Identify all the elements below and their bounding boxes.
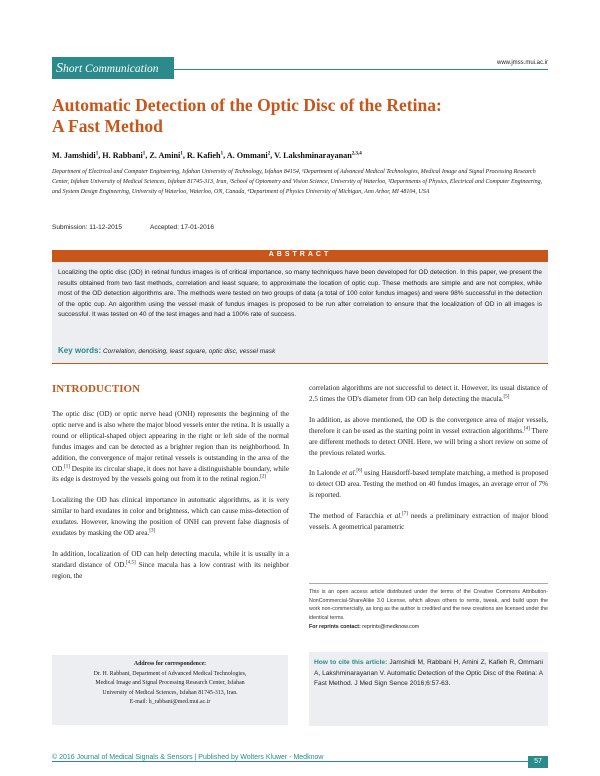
paper-title [52, 95, 532, 137]
reprints-label: For reprints contact: [309, 624, 361, 630]
license-notice: This is an open access article distributed under the terms of the Creative Commons Attribution-NonCommercial-ShareAlike 3.0 License, which allows others to remix, tweak, and build upon the work non-commercially, as long as the author is credited and the new creations are licensed under the identical terms. [309, 589, 548, 621]
keywords-text: Correlation, denoising, least square, optic disc, vessel mask [102, 348, 276, 355]
intro-paragraph-6: In Lalonde et al.[6] using Hausdorff-based template matching, a method is proposed to detect OD area. Testing the method on 40 fundus images, an average error of 7% is reported. [309, 469, 549, 500]
header-rule [174, 69, 548, 70]
keywords [58, 346, 275, 355]
citation[interactable]: [2] [260, 475, 267, 481]
correspondence-line: Dr. H. Rabbani, Department of Advanced Medical Technologies, [93, 670, 247, 677]
correspondence-line: Medical Image and Signal Processing Research Center, Isfahan [95, 680, 245, 686]
correspondence-line: University of Medical Sciences, Isfahan 81745-313, Iran. [102, 689, 238, 696]
footer-text: © 2016 Journal of Medical Signals & Sensors | Published by Wolters Kluwer - Medknow [52, 754, 327, 761]
citation[interactable]: [6] [356, 469, 363, 475]
author-list [52, 151, 552, 160]
accepted-date: Accepted: 17-01-2016 [149, 224, 214, 231]
submission-dates [52, 224, 214, 231]
license-rule [309, 583, 548, 584]
intro-paragraph-3: In addition, localization of OD can help detecting macula, while it is usually in a standard distance of OD.[4,5] Since macula has a low contrast with its neighbor region, the [52, 549, 289, 580]
intro-paragraph-4: correlation algorithms are not successful to detect it. However, its usual distance of 2.5 times the OD's diameter from OD can help detecting the macula.[5] [309, 384, 548, 403]
citation[interactable]: [1] [64, 464, 70, 470]
cite-body: Jamshidi M, Rabbani H, Amini Z, Kafieh R, Ommani A, Lakshminarayanan V. Automatic Detection of the Optic Disc of the Retina: A Fast Method. J Med Sign Sence 2016;6:57-63. [314, 659, 543, 687]
section-type-label [56, 61, 159, 77]
introduction-heading: INTRODUCTION [52, 383, 141, 395]
correspondence-text [56, 660, 284, 708]
right-column [309, 383, 548, 543]
reprints-contact [309, 624, 419, 630]
author: H. Rabbani$^1$, [102, 151, 150, 160]
intro-paragraph-7: The method of Faracchia et al.[7] needs a preliminary extraction of major blood vessels. A geometrical parametric [309, 511, 548, 532]
correspondence-title: Address for correspondence: [133, 661, 207, 667]
citation[interactable]: [5] [503, 394, 510, 400]
author: A. Ommani$^2$, [226, 151, 275, 160]
intro-paragraph-5: In addition, as above mentioned, the OD is the convergence area of major vessels, therefore it can be used as the starting point in vessel extraction algorithms.[4] There are different methods to detect ONH. Here, we will bring a short review on some of the previous related works. [309, 415, 548, 457]
author: R. Kafieh$^1$, [186, 151, 227, 160]
keywords-label: Key words: [58, 346, 102, 355]
author: M. Jamshidi$^1$, [52, 151, 103, 160]
citation[interactable]: [7] [402, 511, 408, 517]
citation[interactable]: [3] [149, 528, 156, 534]
cite-label: How to cite this article: [314, 659, 388, 666]
title-line-2: A Fast Method [52, 116, 163, 136]
author: V. Lakshminarayanan$^{2,3,4}$ [274, 151, 362, 160]
intro-paragraph-1: The optic disc (OD) or optic nerve head (ONH) represents the beginning of the optic nerve and is also where the major blood vessels enter the retina. It is usually a round or elliptical-shaped object appearing in the right or left side of the normal fundus images and can be detected as a brighter region than its neighborhood. In addition, the convergence of major retinal vessels is outstanding in the area of the OD.[1] Despite its circular shape, it does not have a distinguishable boundary, while its edge is destroyed by the vessels going out from it to the retinal region.[2] [52, 410, 289, 484]
left-column [52, 409, 289, 592]
section-type-rest: hort Communication [63, 63, 159, 75]
section-type-initial: S [56, 61, 63, 76]
intro-paragraph-2: Localizing the OD has clinical importance in automatic algorithms, as it is very similar to hard exudates in color and brightness, which can cause miss-detection of exudates. However, knowing the position of ONH can prevent false diagnosis of exudates by masking the OD area.[3] [52, 496, 289, 538]
title-line-1: Automatic Detection of the Optic Disc of the Retina: [52, 95, 442, 115]
abstract-text: Localizing the optic disc (OD) in retinal fundus images is of critical importance, so many techniques have been developed for OD detection. In this paper, we present the results obtained from two fast methods, correlation and least square, to approximate the location of optic cup. These methods are simple and are not complex, while most of the OD detection algorithms are. The methods were tested on two groups of data (a total of 100 color fundus images) and were 98% successful in the detection of the optic cup. An algorithm using the vessel mask of fundus images is proposed to be run after correlation to ensure that the localization of OD in all images is successful. It was tested on 40 of the test images and had a 100% rate of success. [58, 269, 542, 319]
affiliations: Department of Electrical and Computer Engineering, Isfahan University of Technology, Isfahan 84154, ¹Department of Advanced Medical Technologies, Medical Image and Signal Processing Research Center, Isfahan University of Medical Sciences, Isfahan 81745-313, Iran, ²School of Optometry and Vision Science, University of Waterloo, ³Departments of Physics, Electrical and Computer Engineering, and System Design Engineering, University of Waterloo, Waterloo, ON, Canada, ⁴Department of Physics University of Michigan, Ann Arbor, MI 48104, USA [52, 169, 543, 196]
citation[interactable]: [4] [523, 426, 530, 432]
abstract-heading: ABSTRACT [268, 251, 332, 258]
footer-rule [52, 761, 528, 762]
correspondence-email[interactable]: E-mail: h_rabbani@med.mui.ac.ir [129, 699, 211, 705]
submission-date: Submission: 11-12-2015 [52, 224, 122, 231]
author: Z. Amini$^1$, [149, 151, 187, 160]
citation[interactable]: [4,5] [126, 560, 136, 566]
journal-url[interactable]: www.jmss.mui.ac.ir [496, 60, 548, 66]
reprints-email[interactable]: reprints@medknow.com [362, 624, 420, 630]
cite-text [314, 658, 543, 690]
page-number: 57 [528, 756, 548, 768]
